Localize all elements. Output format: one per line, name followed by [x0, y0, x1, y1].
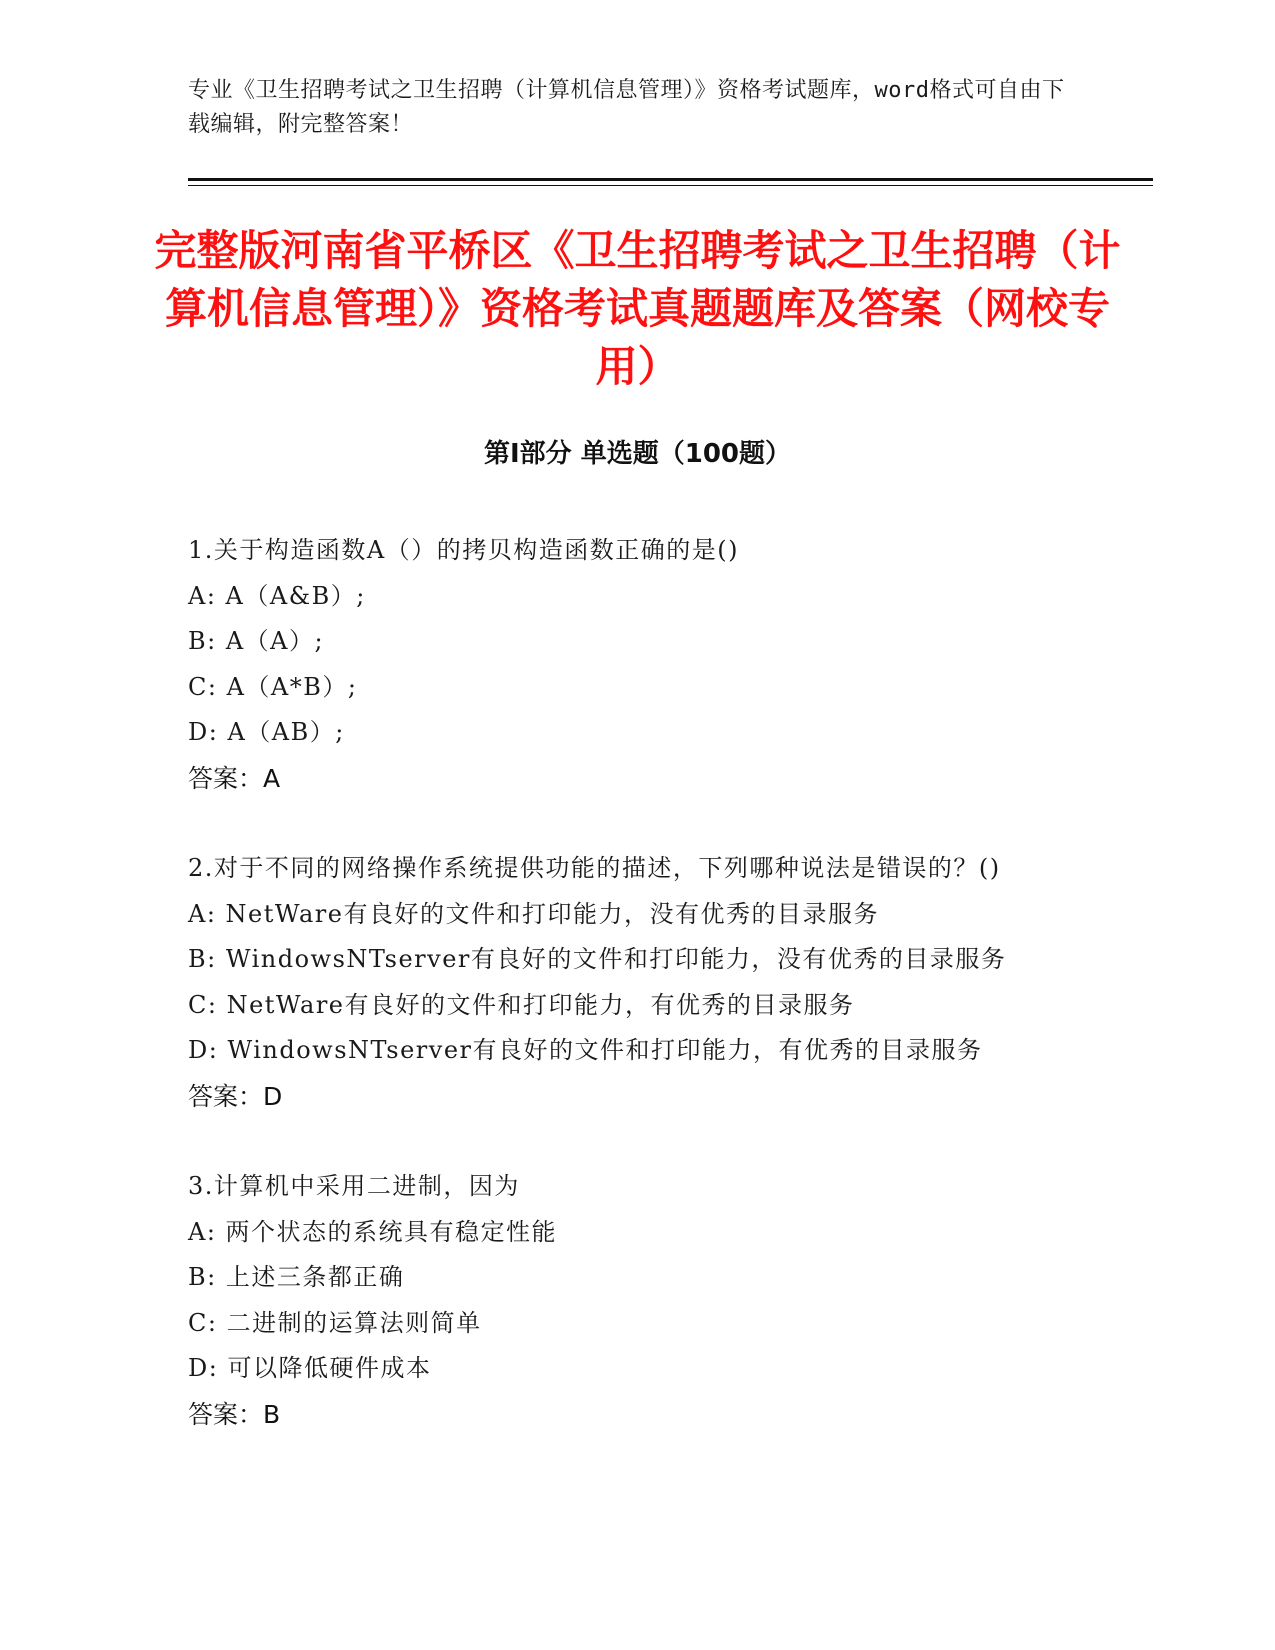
- header-note: 专业《卫生招聘考试之卫生招聘（计算机信息管理）》资格考试题库，word格式可自由下载编辑，附完整答案！: [188, 78, 1065, 137]
- question-1: [188, 528, 1088, 801]
- option-c: C: NetWare有良好的文件和打印能力，有优秀的目录服务: [188, 990, 855, 1019]
- option-d: D: 可以降低硬件成本: [188, 1354, 432, 1382]
- question-list: [188, 528, 1088, 1482]
- header-divider-thin: [188, 185, 1153, 186]
- option-a: A: NetWare有良好的文件和打印能力，没有优秀的目录服务: [188, 899, 879, 928]
- answer: 答案：D: [188, 1081, 283, 1111]
- option-b: B: WindowsNTserver有良好的文件和打印能力，没有优秀的目录服务: [188, 945, 1007, 973]
- option-c: C: A（A*B）;: [188, 672, 358, 701]
- option-c: C: 二进制的运算法则简单: [188, 1308, 482, 1337]
- answer: 答案：A: [188, 763, 281, 793]
- option-d: D: A（AB）;: [188, 718, 345, 746]
- question-stem: 2.对于不同的网络操作系统提供功能的描述，下列哪种说法是错误的？(): [188, 854, 1001, 882]
- question-stem: 1.关于构造函数A（）的拷贝构造函数正确的是(): [188, 536, 739, 564]
- option-b: B: A（A）;: [188, 627, 325, 655]
- option-d: D: WindowsNTserver有良好的文件和打印能力，有优秀的目录服务: [188, 1036, 983, 1064]
- section-title: 第I部分 单选题（100题）: [484, 439, 791, 469]
- question-2: [188, 846, 1088, 1119]
- document-title: 完整版河南省平桥区《卫生招聘考试之卫生招聘（计算机信息管理）》资格考试真题题库及答案（网校专用）: [154, 226, 1121, 391]
- header-divider-thick: [188, 178, 1153, 181]
- option-a: A: A（A&B）;: [188, 581, 366, 610]
- option-b: B: 上述三条都正确: [188, 1263, 405, 1291]
- question-3: [188, 1164, 1088, 1437]
- answer: 答案：B: [188, 1399, 281, 1429]
- option-a: A: 两个状态的系统具有稳定性能: [188, 1217, 558, 1246]
- question-stem: 3.计算机中采用二进制，因为: [188, 1172, 520, 1200]
